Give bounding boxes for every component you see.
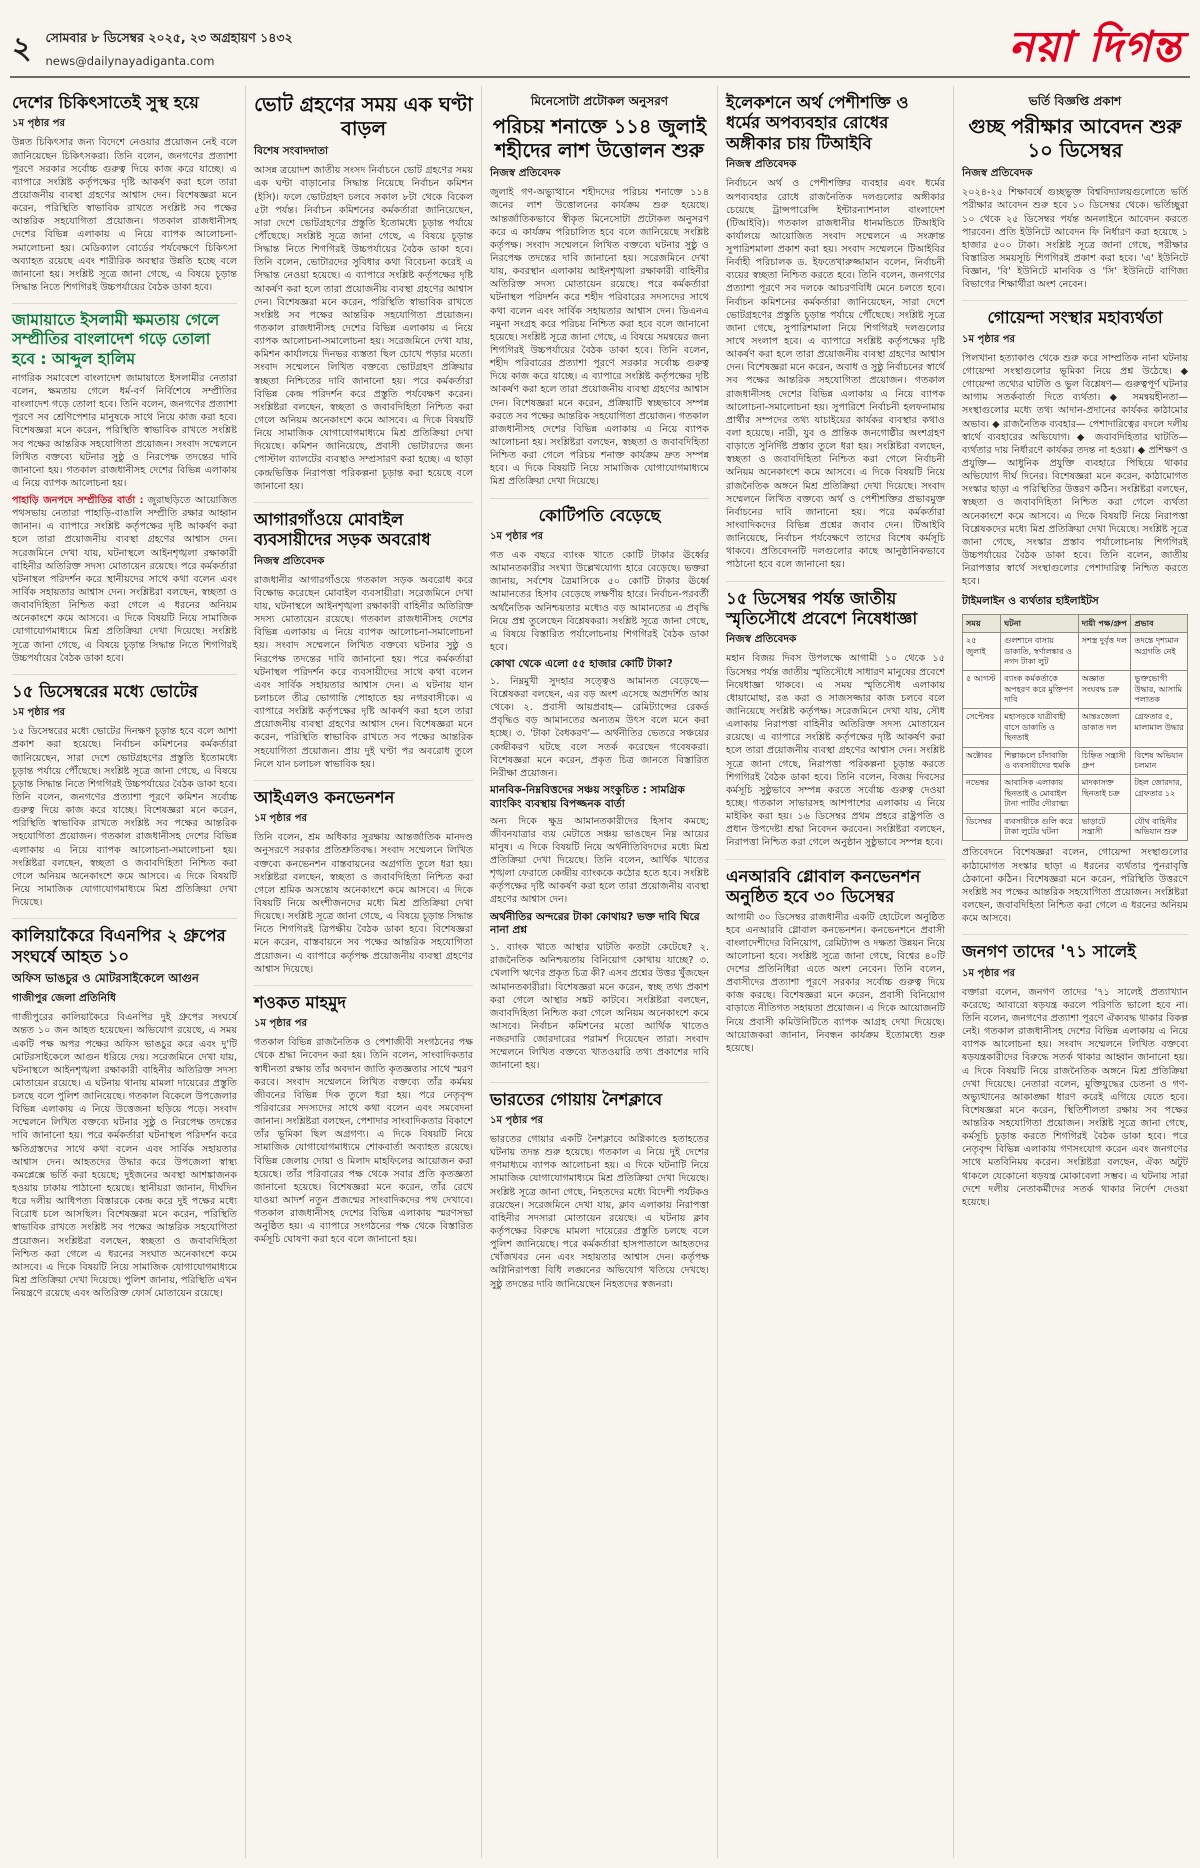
headline: আইএলও কনভেনশন (254, 787, 395, 807)
article-body: গত এক বছরে ব্যাংক খাতে কোটি টাকার ঊর্ধ্বের আমানতকারীর সংখ্যা উল্লেখযোগ্য হারে বেড়েছে। ভক্তরা জানায়, সর্বশেষ ত্রৈমাসিকে ৫০ কোটি টাকার ঊর্ধ্বে আমানতের হিসাব বেড়েছে লক্ষণীয় হারে। নির্বাচন-পরবর্তী অর্থনৈতিক অনিশ্চয়তার মধ্যেও বড় আমানতের এ প্রবৃদ্ধি নিয়ে প্রশ্ন তুলেছেন বিশ্লেষকরা। সংশ্লিষ্ট সূত্রে জানা গেছে, এ বিষয়ে বিস্তারিত পর্যালোচনায় শিগগিরই বৈঠক ডাকা হবে। (490, 550, 709, 654)
table-row (963, 775, 1188, 813)
article-vote-by-15-dec (12, 674, 237, 909)
article-body: নির্বাচনে অর্থ ও পেশীশক্তির ব্যবহার এবং ধর্মের অপব্যবহার রোধে রাজনৈতিক দলগুলোর অঙ্গীকার চেয়েছে ট্রান্সপারেন্সি ইন্টারন্যাশনাল বাংলাদেশ (টিআইবি)। গতকাল রাজধানীর ধানমন্ডিতে টিআইবি কার্যালয়ে আয়োজিত সংবাদ সম্মেলনে এ সংক্রান্ত সুপারিশমালা প্রকাশ করা হয়। সংবাদ সম্মেলনে টিআইবির নির্বাহী পরিচালক ড. ইফতেখারুজ্জামান বলেন, নির্বাচনী ব্যয়ের স্বচ্ছতা নিশ্চিত করতে হবে। তিনি বলেন, জনগণের প্রত্যাশা পূরণে সব দলকে আচরণবিধি মেনে চলতে হবে। নির্বাচন কমিশনের কর্মকর্তারা জানিয়েছেন, সারা দেশে ভোটগ্রহণের প্রস্তুতি চূড়ান্ত পর্যায়ে পৌঁছেছে। সংশ্লিষ্ট সূত্রে জানা গেছে, সুপারিশমালা নিয়ে শিগগিরই দলগুলোর সাথে সংলাপ হবে। এ ব্যাপারে সংশ্লিষ্ট কর্তৃপক্ষের দৃষ্টি আকর্ষণ করা হলে তারা প্রয়োজনীয় ব্যবস্থা গ্রহণের আশ্বাস দেন। বিশেষজ্ঞরা মনে করেন, অবাধ ও সুষ্ঠু নির্বাচনের স্বার্থে সব পক্ষের আন্তরিক সহযোগিতা প্রয়োজন। গতকাল রাজধানীসহ দেশের বিভিন্ন এলাকায় এ নিয়ে ব্যাপক আলোচনা-সমালোচনা হয়। সুপারিশে নির্বাচনী হলফনামায় প্রার্থীর সম্পদের তথ্য যাচাইয়ের কার্যকর ব্যবস্থার কথাও বলা হয়েছে। নারী, যুব ও প্রান্তিক জনগোষ্ঠীর অংশগ্রহণ বাড়াতে সুনির্দিষ্ট প্রস্তাব তুলে ধরা হয়। সংশ্লিষ্টরা বলছেন, স্বচ্ছতা ও জবাবদিহিতা নিশ্চিত করা গেলে নির্বাচনী অনিয়ম অনেকাংশে কমে আসবে। এ দিকে বিষয়টি নিয়ে রাজনৈতিক অঙ্গনে মিশ্র প্রতিক্রিয়া দেখা দিয়েছে। সংবাদ সম্মেলনে লিখিত বক্তব্যে অর্থ ও পেশীশক্তির প্রভাবমুক্ত নির্বাচনের দাবি জানানো হয়। পরে কর্মকর্তারা সাংবাদিকদের বিভিন্ন প্রশ্নের জবাব দেন। টিআইবি জানিয়েছে, নির্বাচন পর্যবেক্ষণে তাদের বিশেষ কর্মসূচি থাকবে। প্রতিবেদনটি দলগুলোর কাছে আনুষ্ঠানিকভাবে পাঠানো হবে বলে জানানো হয়। (726, 178, 945, 571)
table-row (963, 747, 1188, 775)
article-goa-nightclub (490, 1082, 709, 1291)
continued-tag: ১ম পৃষ্ঠার পর (962, 333, 1015, 345)
article-memorial-entry-ban (726, 581, 945, 850)
headline-green: জামায়াতে ইসলামী ক্ষমতায় গেলে সম্প্রীতির বাংলাদেশ গড়ে তোলা হবে : আব্দুল হালিম (12, 311, 220, 368)
table-row (963, 813, 1188, 841)
article-treatment-at-home (12, 86, 237, 294)
kicker: মিনেসোটা প্রটোকল অনুসরণ (530, 94, 669, 108)
headline: দেশের চিকিৎসাতেই সুস্থ হয়ে (12, 93, 199, 112)
cell: সশস্ত্র দুর্বৃত্ত দল (1078, 633, 1131, 671)
col-header-party: দায়ী পক্ষ/গ্রুপ (1078, 615, 1131, 633)
contact-email[interactable]: news@dailynayadiganta.com (45, 54, 215, 68)
article-body: জুলাই গণ-অভ্যুত্থানে শহীদদের পরিচয় শনাক্তে ১১৪ জনের লাশ উত্তোলনের কার্যক্রম শুরু হয়েছে। আন্তর্জাতিকভাবে স্বীকৃত মিনেসোটা প্রটোকল অনুসরণ করে এ কার্যক্রম পরিচালিত হবে বলে জানিয়েছে সংশ্লিষ্ট কর্তৃপক্ষ। সংবাদ সম্মেলনে লিখিত বক্তব্যে ঘটনার সুষ্ঠু ও নিরপেক্ষ তদন্তের দাবি জানানো হয়। সরেজমিনে দেখা যায়, কবরস্থান এলাকায় আইনশৃঙ্খলা রক্ষাকারী বাহিনীর অতিরিক্ত সদস্য মোতায়েন রয়েছে। পরে কর্মকর্তারা ঘটনাস্থল পরিদর্শন করে শহীদ পরিবারের সদস্যদের সাথে কথা বলেন এবং সার্বিক সহায়তার আশ্বাস দেন। ডিএনএ নমুনা সংগ্রহ করে পরিচয় নিশ্চিত করা হবে বলে জানানো হয়েছে। সংশ্লিষ্ট সূত্রে জানা গেছে, এ বিষয়ে সমন্বয়ের জন্য শিগগিরই উচ্চপর্যায়ের বৈঠক ডাকা হবে। তিনি বলেন, শহীদ পরিবারের প্রত্যাশা পূরণে সরকার সর্বোচ্চ গুরুত্ব দিয়ে কাজ করে যাচ্ছে। এ ব্যাপারে সংশ্লিষ্ট কর্তৃপক্ষের দৃষ্টি আকর্ষণ করা হলে তারা প্রয়োজনীয় ব্যবস্থা গ্রহণের আশ্বাস দেন। বিশেষজ্ঞরা মনে করেন, প্রক্রিয়াটি স্বচ্ছভাবে সম্পন্ন করতে সব পক্ষের আন্তরিক সহযোগিতা প্রয়োজন। গতকাল রাজধানীসহ দেশের বিভিন্ন এলাকায় এ নিয়ে ব্যাপক আলোচনা হয়। সংশ্লিষ্টরা বলছেন, স্বচ্ছতা ও জবাবদিহিতা নিশ্চিত করা গেলে পরিচয় শনাক্ত কার্যক্রম দ্রুত সম্পন্ন হবে। এ দিকে বিষয়টি নিয়ে সামাজিক যোগাযোগমাধ্যমে মিশ্র প্রতিক্রিয়া দেখা দিয়েছে। (490, 187, 709, 488)
headline: পরিচয় শনাক্তে ১১৪ জুলাই শহীদের লাশ উত্তোলন শুরু (492, 115, 707, 163)
article-kaliakoir-clash (12, 918, 237, 1300)
article-millionaires-increase (490, 498, 709, 1073)
cell: গুলশানে বাসায় ডাকাতি, স্বর্ণালঙ্কার ও নগদ টাকা লুট (1001, 633, 1078, 671)
table-row (963, 633, 1188, 671)
column-3 (482, 86, 718, 1858)
date-line: সোমবার ৮ ডিসেম্বর ২০২৫, ২৩ অগ্রহায়ণ ১৪৩২ (45, 30, 293, 45)
column-4 (718, 86, 954, 1858)
continued-tag: ১ম পৃষ্ঠার পর (490, 1114, 543, 1126)
headline: আগারগাঁওয়ে মোবাইল ব্যবসায়ীদের সড়ক অবরোধ (254, 509, 431, 550)
article-body: ১. নিম্নমুখী সুদহার সত্ত্বেও আমানত বেড়েছে— বিশ্লেষকরা বলছেন, এর বড় অংশ এসেছে অপ্রদর্শিত আয় থেকে। ২. প্রবাসী আয়প্রবাহ— রেমিট্যান্সের রেকর্ড প্রবৃদ্ধিও বড় আমানতের অন্যতম উৎস বলে মনে করা হচ্ছে। ৩. 'টাকা বৈধকরণ'— অর্থনীতির ভেতরে সঞ্চয়ের কেন্দ্রীকরণ ঘটছে বলে সতর্ক করেছেন গবেষকরা। বিশেষজ্ঞরা মনে করেন, প্রকৃত চিত্র জানতে বিস্তারিত নিরীক্ষা প্রয়োজন। (490, 675, 709, 779)
continued-tag: ১ম পৃষ্ঠার পর (490, 531, 543, 543)
article-body: গাজীপুরের কালিয়াকৈরে বিএনপির দুই গ্রুপের সংঘর্ষে অন্তত ১০ জন আহত হয়েছেন। অভিযোগ রয়েছে, এ সময় একটি পক্ষ অপর পক্ষের অফিস ভাঙচুর করে এবং দু'টি মোটরসাইকেলে আগুন ধরিয়ে দেয়। সরেজমিনে দেখা যায়, ঘটনাস্থলে আইনশৃঙ্খলা রক্ষাকারী বাহিনীর অতিরিক্ত সদস্য মোতায়েন রয়েছে। এ ঘটনায় থানায় মামলা দায়েরের প্রস্তুতি চলছে বলে পুলিশ জানিয়েছে। গতকাল বিকেলে উপজেলার বিভিন্ন এলাকায় এ নিয়ে উত্তেজনা ছড়িয়ে পড়ে। সংবাদ সম্মেলনে লিখিত বক্তব্যে ঘটনার সুষ্ঠু ও নিরপেক্ষ তদন্তের দাবি জানানো হয়। পরে কর্মকর্তারা ঘটনাস্থল পরিদর্শন করে ক্ষতিগ্রস্তদের সাথে কথা বলেন এবং সার্বিক সহায়তার আশ্বাস দেন। আহতদের উদ্ধার করে উপজেলা স্বাস্থ্য কমপ্লেক্সে ভর্তি করা হয়েছে; দুইজনের অবস্থা আশঙ্কাজনক হওয়ায় ঢাকায় পাঠানো হয়েছে। স্থানীয়রা জানান, দীর্ঘদিন ধরে দলীয় আধিপত্য বিস্তারকে কেন্দ্র করে দুই পক্ষের মধ্যে বিরোধ চলে আসছিল। বিশেষজ্ঞরা মনে করেন, পরিস্থিতি স্বাভাবিক রাখতে সংশ্লিষ্ট সব পক্ষের আন্তরিক সহযোগিতা প্রয়োজন। সংশ্লিষ্টরা বলছেন, স্বচ্ছতা ও জবাবদিহিতা নিশ্চিত করা গেলে এ ধরনের সংঘাত অনেকাংশে কমে আসবে। এ দিকে বিষয়টি নিয়ে সামাজিক যোগাযোগমাধ্যমে মিশ্র প্রতিক্রিয়া দেখা দিয়েছে। পুলিশ জানায়, পরিস্থিতি এখন নিয়ন্ত্রণে রয়েছে এবং অতিরিক্ত ফোর্স মোতায়েন রয়েছে। (12, 1012, 237, 1300)
byline: বিশেষ সংবাদদাতা (254, 145, 329, 158)
dateline-block (46, 30, 293, 68)
headline: গুচ্ছ পরীক্ষার আবেদন শুরু ১০ ডিসেম্বর (968, 115, 1182, 163)
cell: টহল জোরদার, গ্রেফতার ১২ (1131, 775, 1188, 813)
cell: ব্যবসায়ীকে গুলি করে টাকা লুটের ঘটনা (1001, 813, 1078, 841)
headline: জনগণ তাদের '৭১ সালেই (962, 942, 1136, 962)
article-body: বক্তারা বলেন, জনগণ তাদের '৭১ সালেই প্রত্যাখ্যান করেছে; আবারো ষড়যন্ত্র করলে পরিণতি ভালো হবে না। তিনি বলেন, জনগণের প্রত্যাশা পূরণে ঐক্যবদ্ধ থাকার বিকল্প নেই। গতকাল রাজধানীসহ দেশের বিভিন্ন এলাকায় এ নিয়ে ব্যাপক আলোচনা হয়। সংবাদ সম্মেলনে লিখিত বক্তব্যে ষড়যন্ত্রকারীদের বিরুদ্ধে সতর্ক থাকার আহ্বান জানানো হয়। এ দিকে বিষয়টি নিয়ে রাজনৈতিক অঙ্গনে মিশ্র প্রতিক্রিয়া দেখা দিয়েছে। নেতারা বলেন, মুক্তিযুদ্ধের চেতনা ও গণ-অভ্যুত্থানের আকাঙ্ক্ষা ধারণ করেই এগিয়ে যেতে হবে। বিশেষজ্ঞরা মনে করেন, স্থিতিশীলতা রক্ষায় সব পক্ষের আন্তরিক সহযোগিতা প্রয়োজন। সংশ্লিষ্ট সূত্রে জানা গেছে, কর্মসূচি চূড়ান্ত করতে শিগগিরই বৈঠক ডাকা হবে। পরে নেতৃবৃন্দ বিভিন্ন এলাকায় গণসংযোগ করেন এবং জনগণের সাথে মতবিনিময় করেন। সংশ্লিষ্টরা বলছেন, ঐক্য অটুট থাকলে যেকোনো ষড়যন্ত্র মোকাবেলা সম্ভব। এ ঘটনায় সারা দেশে দলীয় নেতাকর্মীদের সতর্ক থাকার নির্দেশ দেওয়া হয়েছে। (962, 986, 1188, 1208)
article-body: উন্নত চিকিৎসার জন্য বিদেশে নেওয়ার প্রয়োজন নেই বলে জানিয়েছেন চিকিৎসকরা। তিনি বলেন, জনগণের প্রত্যাশা পূরণে সরকার সর্বোচ্চ গুরুত্ব দিয়ে কাজ করে যাচ্ছে। এ ব্যাপারে সংশ্লিষ্ট কর্তৃপক্ষের দৃষ্টি আকর্ষণ করা হলে তারা প্রয়োজনীয় ব্যবস্থা গ্রহণের আশ্বাস দেন। বিশেষজ্ঞরা মনে করেন, পরিস্থিতি স্বাভাবিক রাখতে সংশ্লিষ্ট সব পক্ষের আন্তরিক সহযোগিতা প্রয়োজন। গতকাল রাজধানীসহ দেশের বিভিন্ন এলাকায় এ নিয়ে ব্যাপক আলোচনা-সমালোচনা হয়। মেডিক্যাল বোর্ডের পর্যবেক্ষণে চিকিৎসা অব্যাহত রয়েছে এবং শারীরিক অবস্থার উন্নতি হচ্ছে বলে জানানো হয়। সংশ্লিষ্ট সূত্রে জানা গেছে, এ বিষয়ে চূড়ান্ত সিদ্ধান্ত নিতে শিগগিরই উচ্চপর্যায়ের বৈঠক ডাকা হবে। (12, 137, 237, 293)
cell: ডিসেম্বর (963, 813, 1001, 841)
cell: ভাড়াটে সন্ত্রাসী (1078, 813, 1131, 841)
article-body: ভারতের গোয়ার একটি নৈশক্লাবে অগ্নিকাণ্ডে হতাহতের ঘটনায় তদন্ত শুরু হয়েছে। গতকাল এ নিয়ে দুই দেশের গণমাধ্যমে ব্যাপক আলোচনা হয়। এ দিকে ঘটনাটি নিয়ে সামাজিক যোগাযোগমাধ্যমে মিশ্র প্রতিক্রিয়া দেখা দিয়েছে। সংশ্লিষ্ট সূত্রে জানা গেছে, নিহতদের মধ্যে বিদেশী পর্যটকও রয়েছেন। সরেজমিনে দেখা যায়, ক্লাব এলাকায় নিরাপত্তা বাহিনীর সদস্যরা মোতায়েন রয়েছে। এ ঘটনায় ক্লাব কর্তৃপক্ষের বিরুদ্ধে মামলা দায়েরের প্রস্তুতি চলছে বলে পুলিশ জানিয়েছে। পরে কর্মকর্তারা হাসপাতালে আহতদের খোঁজখবর নেন এবং সহায়তার আশ্বাস দেন। কর্তৃপক্ষ অগ্নিনিরাপত্তা বিধি লঙ্ঘনের অভিযোগ খতিয়ে দেখছে। সুষ্ঠু তদন্তের দাবি জানিয়েছেন নিহতদের স্বজনরা। (490, 1133, 709, 1290)
headline: শওকত মাহমুদ (254, 992, 347, 1012)
cell: যৌথ বাহিনীর অভিযান শুরু (1131, 813, 1188, 841)
cell: অজ্ঞাত সংঘবদ্ধ চক্র (1078, 671, 1131, 709)
article-body: ১৫ ডিসেম্বরের মধ্যে ভোটের দিনক্ষণ চূড়ান্ত হবে বলে আশা প্রকাশ করা হয়েছে। নির্বাচন কমিশনের কর্মকর্তারা জানিয়েছেন, সারা দেশে ভোটগ্রহণের প্রস্তুতি ইতোমধ্যে চূড়ান্ত পর্যায়ে পৌঁছেছে। সংশ্লিষ্ট সূত্রে জানা গেছে, এ বিষয়ে চূড়ান্ত সিদ্ধান্ত নিতে শিগগিরই উচ্চপর্যায়ের বৈঠক ডাকা হবে। তিনি বলেন, জনগণের প্রত্যাশা পূরণে কমিশন সর্বোচ্চ গুরুত্ব দিয়ে কাজ করে যাচ্ছে। বিশেষজ্ঞরা মনে করেন, পরিস্থিতি স্বাভাবিক রাখতে সংশ্লিষ্ট সব পক্ষের আন্তরিক সহযোগিতা প্রয়োজন। গতকাল রাজধানীসহ দেশের বিভিন্ন এলাকায় এ নিয়ে ব্যাপক আলোচনা-সমালোচনা হয়। সংশ্লিষ্টরা বলছেন, স্বচ্ছতা ও জবাবদিহিতা নিশ্চিত করা গেলে অনিয়ম অনেকাংশে কমে আসবে। এ দিকে বিষয়টি নিয়ে সামাজিক যোগাযোগমাধ্যমে মিশ্র প্রতিক্রিয়া দেখা দিয়েছে। (12, 726, 237, 909)
cell: ভুক্তভোগী উদ্ধার, আসামি পলাতক (1131, 671, 1188, 709)
crosshead: মানবিক-নিম্নবিত্তদের সঞ্চয় সংকুচিত : সামগ্রিক ব্যাংকিং ব্যবস্থায় বিপজ্জনক বার্তা (490, 784, 685, 810)
table-header-row (963, 615, 1188, 633)
article-body: গতকাল বিভিন্ন রাজনৈতিক ও পেশাজীবী সংগঠনের পক্ষ থেকে শ্রদ্ধা নিবেদন করা হয়। তিনি বলেন, সাংবাদিকতার স্বাধীনতা রক্ষায় তাঁর অবদান জাতি কৃতজ্ঞতার সাথে স্মরণ করবে। সংবাদ সম্মেলনে লিখিত বক্তব্যে তাঁর কর্মময় জীবনের বিভিন্ন দিক তুলে ধরা হয়। পরে নেতৃবৃন্দ পরিবারের সদস্যদের সাথে কথা বলেন এবং সমবেদনা জানান। সংশ্লিষ্টরা বলছেন, পেশাদার সাংবাদিকতার বিকাশে তাঁর ভূমিকা ছিল অগ্রগণ্য। এ দিকে বিষয়টি নিয়ে সামাজিক যোগাযোগমাধ্যমে শোকবার্তা অব্যাহত রয়েছে। বিভিন্ন জেলায় দোয়া ও মিলাদ মাহফিলের আয়োজন করা হয়েছে। তাঁর পরিবারের পক্ষ থেকে সবার প্রতি কৃতজ্ঞতা জানানো হয়েছে। বিশেষজ্ঞরা মনে করেন, তাঁর রেখে যাওয়া আদর্শ নতুন প্রজন্মের সাংবাদিকদের পথ দেখাবে। গতকাল রাজধানীসহ দেশের বিভিন্ন এলাকায় স্মরণসভা অনুষ্ঠিত হয়। এ ব্যাপারে সংগঠনের পক্ষ থেকে বিস্তারিত কর্মসূচি ঘোষণা করা হবে বলে জানানো হয়। (254, 1037, 473, 1246)
column-1 (10, 86, 246, 1858)
continued-tag: ১ম পৃষ্ঠার পর (962, 967, 1015, 979)
headline: ১৫ ডিসেম্বরের মধ্যে ভোটের (12, 681, 198, 701)
kicker: ভর্তি বিজ্ঞপ্তি প্রকাশ (1028, 94, 1122, 108)
article-body: রাজধানীর আগারগাঁওয়ে গতকাল সড়ক অবরোধ করে বিক্ষোভ করেছেন মোবাইল ব্যবসায়ীরা। সরেজমিনে দেখা যায়, ঘটনাস্থলে আইনশৃঙ্খলা রক্ষাকারী বাহিনীর অতিরিক্ত সদস্য মোতায়েন রয়েছে। গতকাল রাজধানীসহ দেশের বিভিন্ন এলাকায় এ নিয়ে ব্যাপক আলোচনা-সমালোচনা হয়। সংবাদ সম্মেলনে লিখিত বক্তব্যে ঘটনার সুষ্ঠু ও নিরপেক্ষ তদন্তের দাবি জানানো হয়। পরে কর্মকর্তারা ঘটনাস্থল পরিদর্শন করে ব্যবসায়ীদের সাথে কথা বলেন এবং সার্বিক সহায়তার আশ্বাস দেন। এ ঘটনায় যান চলাচলে তীব্র ভোগান্তি পোহাতে হয় নগরবাসীকে। এ ব্যাপারে সংশ্লিষ্ট কর্তৃপক্ষের দৃষ্টি আকর্ষণ করা হলে তারা প্রয়োজনীয় ব্যবস্থা গ্রহণের আশ্বাস দেন। বিশেষজ্ঞরা মনে করেন, পরিস্থিতি স্বাভাবিক রাখতে সব পক্ষের আন্তরিক সহযোগিতা প্রয়োজন। প্রায় দুই ঘণ্টা পর অবরোধ তুলে নিলে যান চলাচল স্বাভাবিক হয়। (254, 574, 473, 770)
article-body: নাগরিক সমাবেশে বাংলাদেশ জামায়াতে ইসলামীর নেতারা বলেন, ক্ষমতায় গেলে ধর্ম-বর্ণ নির্বিশেষে সম্প্রীতির বাংলাদেশ গড়ে তোলা হবে। তিনি বলেন, জনগণের প্রত্যাশা পূরণে সব শ্রেণিপেশার মানুষকে সাথে নিয়ে কাজ করা হবে। বিশেষজ্ঞরা মনে করেন, পরিস্থিতি স্বাভাবিক রাখতে সংশ্লিষ্ট সব পক্ষের আন্তরিক সহযোগিতা প্রয়োজন। সংবাদ সম্মেলনে লিখিত বক্তব্যে ঘটনার সুষ্ঠু ও নিরপেক্ষ তদন্তের দাবি জানানো হয়। গতকাল রাজধানীসহ দেশের বিভিন্ন এলাকায় এ নিয়ে ব্যাপক আলোচনা হয়। (12, 372, 237, 489)
continued-tag: ১ম পৃষ্ঠার পর (254, 1018, 307, 1030)
body-after-lead: জুরাছড়িতে আয়োজিত পথসভায় নেতারা পাহাড়ি-বাঙালি সম্প্রীতি রক্ষার আহ্বান জানান। এ ব্যাপারে সংশ্লিষ্ট কর্তৃপক্ষের দৃষ্টি আকর্ষণ করা হলে তারা প্রয়োজনীয় ব্যবস্থা গ্রহণের আশ্বাস দেন। সরেজমিনে দেখা যায়, ঘটনাস্থলে আইনশৃঙ্খলা রক্ষাকারী বাহিনীর অতিরিক্ত সদস্য মোতায়েন রয়েছে। পরে কর্মকর্তারা ঘটনাস্থল পরিদর্শন করে স্থানীয়দের সাথে কথা বলেন এবং সার্বিক সহায়তার আশ্বাস দেন। সংশ্লিষ্টরা বলছেন, স্বচ্ছতা ও জবাবদিহিতা নিশ্চিত করা গেলে এ ধরনের অনিয়ম অনেকাংশে কমে আসবে। এ দিকে বিষয়টি নিয়ে সামাজিক যোগাযোগমাধ্যমে মিশ্র প্রতিক্রিয়া দেখা দিয়েছে। সংশ্লিষ্ট সূত্রে জানা গেছে, এ বিষয়ে চূড়ান্ত সিদ্ধান্ত নিতে শিগগিরই উচ্চপর্যায়ের বৈঠক ডাকা হবে। (12, 495, 237, 664)
headline: ভোট গ্রহণের সময় এক ঘণ্টা বাড়ল (254, 93, 473, 141)
article-shawkat-mahmud (254, 985, 473, 1247)
crosshead: অর্থনীতির অন্দরের টাকা কোথায়? ভক্ত দাবি ঘিরে নানা প্রশ্ন (490, 910, 700, 937)
sub-headline: অফিস ভাঙচুর ও মোটরসাইকেলে আগুন (12, 971, 199, 986)
article-ilo-convention (254, 780, 473, 976)
header-left (12, 30, 293, 68)
article-body: ২০২৪-২৫ শিক্ষাবর্ষে গুচ্ছভুক্ত বিশ্ববিদ্যালয়গুলোতে ভর্তি পরীক্ষার আবেদন শুরু হবে ১০ ডিসেম্বর থেকে। ভর্তিচ্ছুরা ১০ থেকে ২৫ ডিসেম্বর পর্যন্ত অনলাইনে আবেদন করতে পারবেন। প্রতি ইউনিটে আবেদন ফি নির্ধারণ করা হয়েছে ১ হাজার ৫০০ টাকা। সংশ্লিষ্ট সূত্রে জানা গেছে, পরীক্ষার বিস্তারিত সময়সূচি শিগগিরই প্রকাশ করা হবে। 'এ' ইউনিটে বিজ্ঞান, 'বি' ইউনিটে মানবিক ও 'সি' ইউনিটে বাণিজ্য বিভাগের শিক্ষার্থীরা অংশ নেবেন। (962, 187, 1188, 291)
cell: আন্তঃজেলা ডাকাত দল (1078, 709, 1131, 747)
article-voting-hour-extended (254, 86, 473, 493)
continued-tag: ১ম পৃষ্ঠার পর (12, 118, 65, 130)
crosshead: কোথা থেকে এলো ৫৫ হাজার কোটি টাকা? (490, 658, 673, 671)
cell: ব্যাংক কর্মকর্তাকে অপহরণ করে মুক্তিপণ দাবি (1001, 671, 1078, 709)
headline: ১৫ ডিসেম্বর পর্যন্ত জাতীয় স্মৃতিসৌধে প্রবেশে নিষেধাজ্ঞা (726, 588, 918, 629)
red-lead-in: পাহাড়ি জনপদে সম্প্রীতির বার্তা : (12, 495, 144, 507)
incidents-table (962, 614, 1188, 841)
table-caption: টাইমলাইন ও ব্যর্থতার হাইলাইটস (962, 595, 1099, 608)
article-tib-election-pledge (726, 86, 945, 572)
cell: মাদকাসক্ত ছিনতাই চক্র (1078, 775, 1131, 813)
headline: কোটিপতি বেড়েছে (538, 505, 661, 525)
headline: ভারতের গোয়ায় নৈশক্লাবে (490, 1089, 663, 1109)
continued-tag: ১ম পৃষ্ঠার পর (254, 813, 307, 825)
article-body: আসন্ন ত্রয়োদশ জাতীয় সংসদ নির্বাচনে ভোট গ্রহণের সময় এক ঘণ্টা বাড়ানোর সিদ্ধান্ত নিয়েছে নির্বাচন কমিশন (ইসি)। ফলে ভোটগ্রহণ চলবে সকাল ৮টা থেকে বিকেল ৫টা পর্যন্ত। নির্বাচন কমিশনের কর্মকর্তারা জানিয়েছেন, সারা দেশে ভোটগ্রহণের প্রস্তুতি ইতোমধ্যে চূড়ান্ত পর্যায়ে পৌঁছেছে। সংশ্লিষ্ট সূত্রে জানা গেছে, এ বিষয়ে চূড়ান্ত সিদ্ধান্ত নিতে শিগগিরই উচ্চপর্যায়ের বৈঠক ডাকা হবে। তিনি বলেন, ভোটারদের সুবিধার কথা বিবেচনা করেই এ সিদ্ধান্ত নেওয়া হয়েছে। এ ব্যাপারে সংশ্লিষ্ট কর্তৃপক্ষের দৃষ্টি আকর্ষণ করা হলে তারা প্রয়োজনীয় ব্যবস্থা গ্রহণের আশ্বাস দেন। বিশেষজ্ঞরা মনে করেন, পরিস্থিতি স্বাভাবিক রাখতে সংশ্লিষ্ট সব পক্ষের আন্তরিক সহযোগিতা প্রয়োজন। গতকাল রাজধানীসহ দেশের বিভিন্ন এলাকায় এ নিয়ে ব্যাপক আলোচনা-সমালোচনা হয়। সরেজমিনে দেখা যায়, কমিশন কার্যালয়ে দিনভর ব্যস্ততা ছিল চোখে পড়ার মতো। সংবাদ সম্মেলনে লিখিত বক্তব্যে ভোটগ্রহণ প্রক্রিয়ার স্বচ্ছতা নিশ্চিতের দাবি জানানো হয়। পরে কর্মকর্তারা বিভিন্ন কেন্দ্র পরিদর্শন করে প্রস্তুতি পর্যবেক্ষণ করেন। সংশ্লিষ্টরা বলছেন, স্বচ্ছতা ও জবাবদিহিতা নিশ্চিত করা গেলে অনিয়ম অনেকাংশে কমে আসবে। এ দিকে বিষয়টি নিয়ে সামাজিক যোগাযোগমাধ্যমে মিশ্র প্রতিক্রিয়া দেখা দিয়েছে। কমিশন জানিয়েছে, প্রবাসী ভোটারদের জন্য পোস্টাল ব্যালটের ব্যবস্থাও সম্প্রসারণ করা হচ্ছে। এ ছাড়া কেন্দ্রভিত্তিক নিরাপত্তা পরিকল্পনা চূড়ান্ত করা হয়েছে বলে জানানো হয়। (254, 165, 473, 492)
cell: শিল্পাঞ্চলে চাঁদাবাজি ও ব্যবসায়ীদের হুমকি (1001, 747, 1078, 775)
masthead-logo: নয়া দিগন্ত (1008, 22, 1182, 71)
column-2 (246, 86, 482, 1858)
byline: নিজস্ব প্রতিবেদক (726, 158, 797, 171)
table-post-note: প্রতিবেদনে বিশেষজ্ঞরা বলেন, গোয়েন্দা সংস্থাগুলোর কাঠামোগত সংস্কার ছাড়া এ ধরনের ব্যর্থতার পুনরাবৃত্তি ঠেকানো কঠিন। বিশেষজ্ঞরা মনে করেন, পরিস্থিতি উত্তরণে সংশ্লিষ্ট সব পক্ষের আন্তরিক সহযোগিতা প্রয়োজন। সংশ্লিষ্টরা বলছেন, জবাবদিহিতা নিশ্চিত করা গেলে এ ধরনের অনিয়ম কমে আসবে। (962, 847, 1188, 925)
col-header-time: সময় (963, 615, 1001, 633)
article-body: ১. ব্যাংক খাতে আস্থার ঘাটতি কতটা কেটেছে? ২. রাজনৈতিক অনিশ্চয়তায় বিনিয়োগ কোথায় যাচ্ছে? ৩. খেলাপি ঋণের প্রকৃত চিত্র কী? এসব প্রশ্নের উত্তর খুঁজছেন আমানতকারীরা। বিশেষজ্ঞরা মনে করেন, স্বচ্ছ তথ্য প্রকাশ করা গেলে আস্থার সঙ্কট কাটবে। সংশ্লিষ্টরা বলছেন, জবাবদিহিতা নিশ্চিত করা গেলে অনিয়ম অনেকাংশে কমে আসবে। নির্বাচন কমিশনের মতো আর্থিক খাতেও নজরদারি জোরদারের পরামর্শ দিয়েছেন তারা। সংবাদ সম্মেলনে লিখিত বক্তব্যে খাতওয়ারি তথ্য প্রকাশের দাবি জানানো হয়। (490, 942, 709, 1072)
column-5 (954, 86, 1190, 1858)
table-row (963, 671, 1188, 709)
page-number: ২ (12, 31, 32, 66)
continued-tag: ১ম পৃষ্ঠার পর (12, 707, 65, 719)
cell: গ্রেফতার ৫, মালামাল উদ্ধার (1131, 709, 1188, 747)
page-columns (10, 86, 1190, 1858)
byline: গাজীপুর জেলা প্রতিনিধি (12, 992, 116, 1005)
article-martyrs-exhumation (490, 86, 709, 489)
cell: ৫ আগস্ট (963, 671, 1001, 709)
article-body: আগামী ৩০ ডিসেম্বর রাজধানীর একটি হোটেলে অনুষ্ঠিত হবে এনআরবি গ্লোবাল কনভেনশন। কনভেনশনে প্রবাসী বাংলাদেশীদের বিনিয়োগ, রেমিট্যান্স ও দক্ষতা উন্নয়ন নিয়ে আলোচনা হবে। সংশ্লিষ্ট সূত্রে জানা গেছে, বিশ্বের ৪০টি দেশের প্রতিনিধিরা এতে অংশ নেবেন। তিনি বলেন, প্রবাসীদের প্রত্যাশা পূরণে সরকার সর্বোচ্চ গুরুত্ব দিয়ে কাজ করছে। বিশেষজ্ঞরা মনে করেন, প্রবাসী বিনিয়োগ বাড়াতে নীতিগত সহায়তা প্রয়োজন। এ দিকে আয়োজনটি নিয়ে প্রবাসী কমিউনিটিতে ব্যাপক আগ্রহ দেখা দিয়েছে। আয়োজকরা জানান, নিবন্ধন কার্যক্রম ইতোমধ্যে শুরু হয়েছে। (726, 911, 945, 1054)
byline: নিজস্ব প্রতিবেদক (726, 633, 797, 646)
byline: নিজস্ব প্রতিবেদক (490, 167, 561, 180)
headline: এনআরবি গ্লোবাল কনভেনশন অনুষ্ঠিত হবে ৩০ ডিসেম্বর (726, 866, 921, 907)
byline: নিজস্ব প্রতিবেদক (962, 167, 1033, 180)
article-nrb-global-convention (726, 859, 945, 1055)
article-intelligence-failure (962, 300, 1188, 925)
cell: চিহ্নিত সন্ত্রাসী গ্রুপ (1078, 747, 1131, 775)
cell: ২৫ জুলাই (963, 633, 1001, 671)
article-cluster-admission (962, 86, 1188, 291)
article-people-rejected-71 (962, 934, 1188, 1209)
article-body-continued (12, 494, 237, 665)
headline: কালিয়াকৈরে বিএনপির ২ গ্রুপের সংঘর্ষে আহত ১০ (12, 926, 226, 966)
table-row (963, 709, 1188, 747)
col-header-impact: প্রভাব (1131, 615, 1188, 633)
page-header (10, 8, 1190, 78)
article-jamaat-harmony (12, 303, 237, 665)
headline: গোয়েন্দা সংস্থার মহাব্যর্থতা (987, 308, 1163, 328)
cell: নভেম্বর (963, 775, 1001, 813)
cell: সেপ্টেম্বর (963, 709, 1001, 747)
article-body: পিলখানা হত্যাকাণ্ড থেকে শুরু করে সাম্প্রতিক নানা ঘটনায় গোয়েন্দা সংস্থাগুলোর ভূমিকা নিয়ে প্রশ্ন উঠেছে। ◆ গোয়েন্দা তথ্যের ঘাটতি ও ভুল বিশ্লেষণ— গুরুত্বপূর্ণ ঘটনার আগাম সতর্কবার্তা দিতে ব্যর্থতা। ◆ সমন্বয়হীনতা— সংস্থাগুলোর মধ্যে তথ্য আদান-প্রদানের কার্যকর কাঠামোর অভাব। ◆ রাজনৈতিক ব্যবহার— পেশাদারিত্বের বদলে দলীয় স্বার্থে ব্যবহারের অভিযোগ। ◆ জবাবদিহিতার ঘাটতি— ব্যর্থতার দায় নির্ধারণে কার্যকর তদন্ত না হওয়া। ◆ প্রশিক্ষণ ও প্রযুক্তি— আধুনিক প্রযুক্তি ব্যবহারে পিছিয়ে থাকার অভিযোগ দীর্ঘ দিনের। বিশেষজ্ঞরা মনে করেন, কাঠামোগত সংস্কার ছাড়া এ পরিস্থিতির উত্তরণ কঠিন। সংশ্লিষ্টরা বলছেন, স্বচ্ছতা ও জবাবদিহিতা নিশ্চিত করা গেলে ব্যর্থতা অনেকাংশে কমে আসবে। এ দিকে বিষয়টি নিয়ে নিরাপত্তা বিশ্লেষকদের মধ্যে মিশ্র প্রতিক্রিয়া দেখা দিয়েছে। সংশ্লিষ্ট সূত্রে জানা গেছে, সংস্কার প্রস্তাব পর্যালোচনায় শিগগিরই উচ্চপর্যায়ের বৈঠক ডাকা হবে। তিনি বলেন, জাতীয় নিরাপত্তার স্বার্থে সংস্থাগুলোর পেশাদারিত্ব নিশ্চিত করতে হবে। (962, 352, 1188, 588)
cell: আবাসিক এলাকায় ছিনতাই ও মোবাইল টানা পার্টির দৌরাত্ম্য (1001, 775, 1078, 813)
cell: তদন্তে দৃশ্যমান অগ্রগতি নেই (1131, 633, 1188, 671)
headline: ইলেকশনে অর্থ পেশীশক্তি ও ধর্মের অপব্যবহার রোধের অঙ্গীকার চায় টিআইবি (726, 93, 909, 153)
article-body: তিনি বলেন, শ্রম অধিকার সুরক্ষায় আন্তর্জাতিক মানদণ্ড অনুসরণে সরকার প্রতিশ্রুতিবদ্ধ। সংবাদ সম্মেলনে লিখিত বক্তব্যে কনভেনশন বাস্তবায়নের অগ্রগতি তুলে ধরা হয়। সংশ্লিষ্টরা বলছেন, স্বচ্ছতা ও জবাবদিহিতা নিশ্চিত করা গেলে শ্রমিক অসন্তোষ অনেকাংশে কমে আসবে। এ দিকে বিষয়টি নিয়ে অংশীজনদের মধ্যে মিশ্র প্রতিক্রিয়া দেখা দিয়েছে। সংশ্লিষ্ট সূত্রে জানা গেছে, এ বিষয়ে চূড়ান্ত সিদ্ধান্ত নিতে শিগগিরই ত্রিপক্ষীয় বৈঠক ডাকা হবে। বিশেষজ্ঞরা মনে করেন, বাস্তবায়নে সব পক্ষের আন্তরিক সহযোগিতা প্রয়োজন। এ ব্যাপারে কর্তৃপক্ষ প্রয়োজনীয় ব্যবস্থা গ্রহণের আশ্বাস দিয়েছে। (254, 832, 473, 975)
article-agargaon-road-block (254, 502, 473, 771)
cell: অক্টোবর (963, 747, 1001, 775)
cell: মহাসড়কে যাত্রীবাহী বাসে ডাকাতি ও ছিনতাই (1001, 709, 1078, 747)
col-header-incident: ঘটনা (1001, 615, 1078, 633)
cell: বিশেষ অভিযান চলমান (1131, 747, 1188, 775)
article-body: মহান বিজয় দিবস উপলক্ষে আগামী ১০ থেকে ১৫ ডিসেম্বর পর্যন্ত জাতীয় স্মৃতিসৌধে সাধারণ মানুষের প্রবেশে নিষেধাজ্ঞা থাকবে। এ সময় স্মৃতিসৌধ এলাকায় ধোয়ামোছা, রঙ করা ও সাজসজ্জার কাজ চলবে বলে জানিয়েছে সংশ্লিষ্ট কর্তৃপক্ষ। সরেজমিনে দেখা যায়, সৌধ এলাকায় নিরাপত্তা বাহিনীর অতিরিক্ত সদস্য মোতায়েন রয়েছে। এ ব্যাপারে সংশ্লিষ্ট কর্তৃপক্ষের দৃষ্টি আকর্ষণ করা হলে তারা প্রয়োজনীয় ব্যবস্থা গ্রহণের আশ্বাস দেন। সংশ্লিষ্ট সূত্রে জানা গেছে, নিরাপত্তা পরিকল্পনা চূড়ান্ত করতে শিগগিরই বৈঠক ডাকা হবে। তিনি বলেন, বিজয় দিবসের কর্মসূচি সুষ্ঠুভাবে সম্পন্ন করতে সর্বোচ্চ গুরুত্ব দেওয়া হচ্ছে। গতকাল সাভারসহ আশপাশের এলাকায় এ নিয়ে মাইকিং করা হয়। ১৬ ডিসেম্বর প্রথম প্রহরে রাষ্ট্রপতি ও প্রধান উপদেষ্টা শ্রদ্ধা নিবেদন করবেন। সংশ্লিষ্টরা বলছেন, নিরাপত্তা নিশ্চিত করা গেলে অনুষ্ঠান সুষ্ঠুভাবে সম্পন্ন হবে। (726, 653, 945, 849)
byline: নিজস্ব প্রতিবেদক (254, 554, 325, 567)
article-body: অন্য দিকে ক্ষুদ্র আমানতকারীদের হিসাব কমছে; জীবনযাত্রার ব্যয় মেটাতে সঞ্চয় ভাঙছেন নিম্ন আয়ের মানুষ। এ দিকে বিষয়টি নিয়ে অর্থনীতিবিদদের মধ্যে মিশ্র প্রতিক্রিয়া দেখা দিয়েছে। তিনি বলেন, আর্থিক খাতের শৃঙ্খলা ফেরাতে কেন্দ্রীয় ব্যাংককে কঠোর হতে হবে। সংশ্লিষ্ট কর্তৃপক্ষের দৃষ্টি আকর্ষণ করা হলে তারা প্রয়োজনীয় ব্যবস্থা গ্রহণের আশ্বাস দেন। (490, 815, 709, 906)
